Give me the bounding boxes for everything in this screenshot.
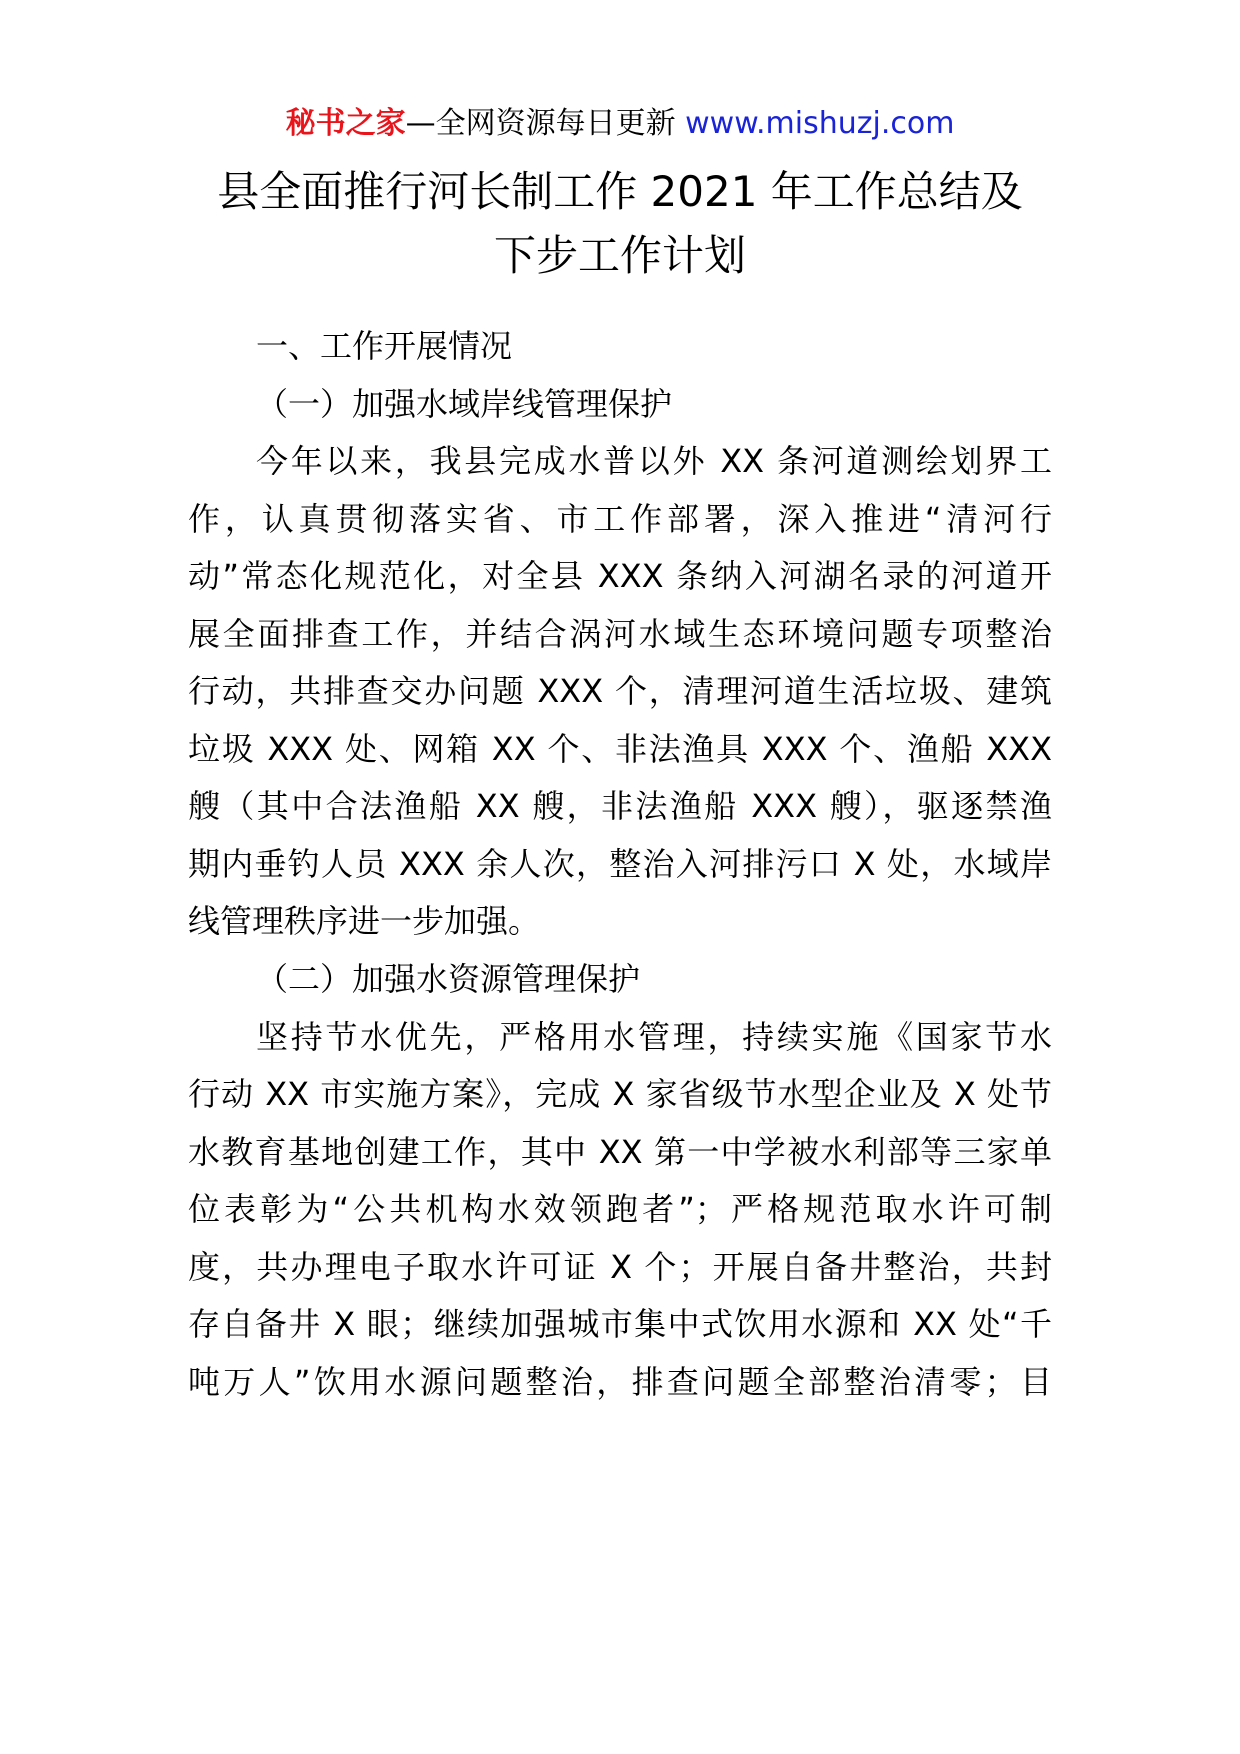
paragraph-line: 今年以来，我县完成水普以外 XX 条河道测绘划界工 [256, 442, 1052, 480]
paragraph-line: 期内垂钓人员 XXX 余人次，整治入河排污口 X 处，水域岸 [188, 845, 1052, 883]
paragraph-line: 存自备井 X 眼；继续加强城市集中式饮用水源和 XX 处“千 [188, 1305, 1052, 1343]
paragraph-line: 动”常态化规范化，对全县 XXX 条纳入河湖名录的河道开 [188, 557, 1052, 595]
paragraph-line: 展全面排查工作，并结合涡河水域生态环境问题专项整治 [188, 615, 1052, 653]
section-heading: 一、工作开展情况 [256, 327, 513, 365]
paragraph-line: 位表彰为“公共机构水效领跑者”；严格规范取水许可制 [188, 1190, 1052, 1228]
paragraph-line: 坚持节水优先，严格用水管理，持续实施《国家节水 [256, 1018, 1052, 1056]
site-url-link[interactable]: www.mishuzj.com [685, 106, 955, 141]
document-title-line-2: 下步工作计划 [493, 231, 746, 280]
paragraph-line: 吨万人”饮用水源问题整治，排查问题全部整治清零；目 [188, 1363, 1052, 1401]
paragraph-line: 水教育基地创建工作，其中 XX 第一中学被水利部等三家单 [188, 1133, 1052, 1171]
subsection-heading-1: （一）加强水域岸线管理保护 [256, 385, 673, 423]
document-title-line-1: 县全面推行河长制工作 2021 年工作总结及 [217, 167, 1023, 216]
paragraph-line: 度，共办理电子取水许可证 X 个；开展自备井整治，共封 [188, 1248, 1052, 1286]
brand-name: 秘书之家 [285, 106, 406, 141]
paragraph-line: 行动 XX 市实施方案》，完成 X 家省级节水型企业及 X 处节 [188, 1075, 1052, 1113]
paragraph-line: 艘（其中合法渔船 XX 艘，非法渔船 XXX 艘），驱逐禁渔 [188, 787, 1052, 825]
paragraph-line: 线管理秩序进一步加强。 [188, 902, 541, 940]
paragraph-line: 行动，共排查交办问题 XXX 个，清理河道生活垃圾、建筑 [188, 672, 1052, 710]
paragraph-line: 作，认真贯彻落实省、市工作部署，深入推进“清河行 [188, 500, 1052, 538]
paragraph-line: 垃圾 XXX 处、网箱 XX 个、非法渔具 XXX 个、渔船 XXX [188, 730, 1052, 768]
subsection-heading-2: （二）加强水资源管理保护 [256, 960, 641, 998]
site-header [0, 100, 1240, 148]
header-slogan: —全网资源每日更新 [405, 106, 686, 141]
